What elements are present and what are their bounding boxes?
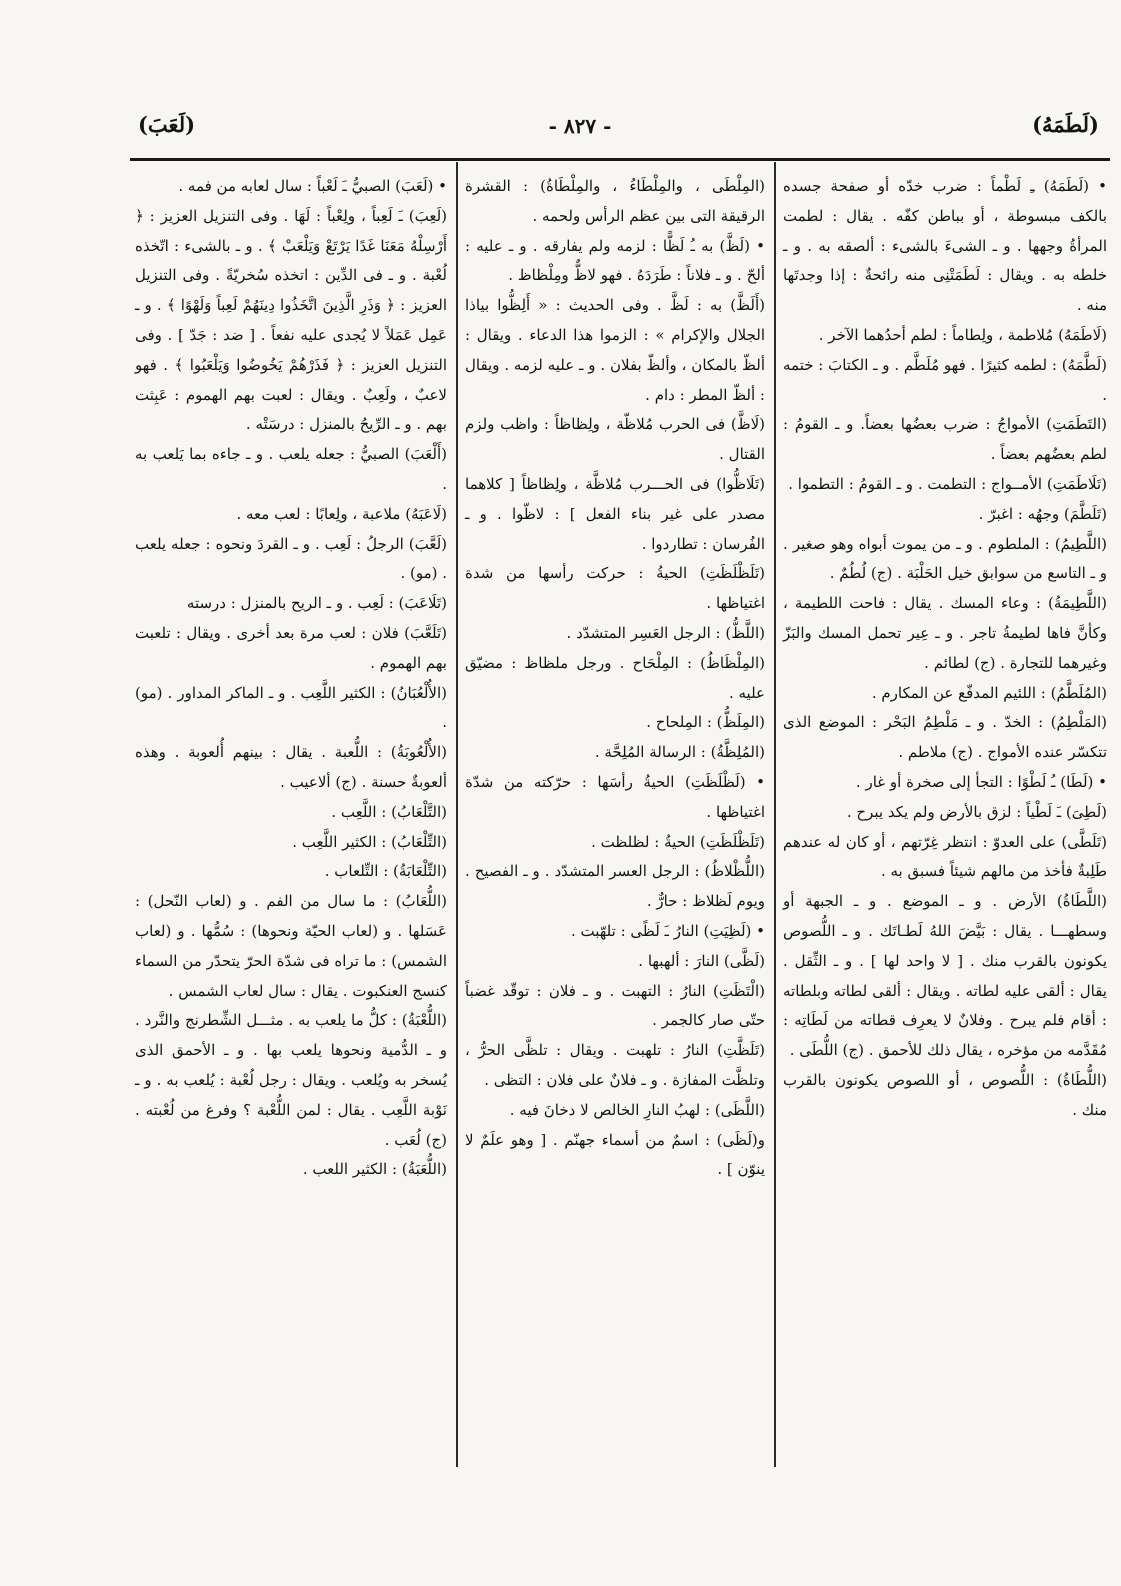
dictionary-entry: • (لَظَّ) به ـُ لَظًّا : لزمه ولم يفارقه . و ـ عليه : ألحّ . و ـ فلاناً : طَرَدَهُ . فهو لاظٌّ ومِلْظاظ . <box>465 236 765 285</box>
dictionary-entry: (المُلَطَّمُ) : اللئيم المدفّع عن المكارم . <box>871 683 1107 702</box>
dictionary-entry: • (لَطَمَهُ) ـِ لَطْماً : ضرب خدّه أو صفحة جسده بالكف مبسوطة ، أو بباطن كفّه . يقال : لطمت المرأةُ وجهها . و ـ الشىءَ بالشىء : ألصقه به . و ـ خلطه به . ويقال : لَطَمَتْنِى منه رائحةٌ : إذا وجدتَها منه . <box>783 177 1107 315</box>
page-header <box>0 112 1121 152</box>
dictionary-entry: (تَلَطَّمَ) وجهُه : اغبرّ . <box>978 504 1107 523</box>
dictionary-entry: (اللَّظُّ) : الرجل العَسِر المتشدّد . <box>566 623 765 642</box>
dictionary-entry: (لَعِبَ) ـَ لَعِباً ، ولِعْباً : لَهَا . وفى التنزيل العزيز : ﴿ أَرْسِلْهُ مَعَنَا غَدًا يَرْتَعْ وَيَلْعَبْ ﴾ . و ـ بالشىء : اتّخذه لُعْبة . و ـ فى الدِّين : اتخذه سُخريّةً . وفى التنزيل العزيز : ﴿ وَذَرِ الَّذِينَ اتَّخَذُوا دِينَهُمْ لَعِباً وَلَهْوًا ﴾ . و ـ عَمِل عَمَلاً لا يُجدى عليه نفعاً . [ ضد : جَدّ ] . وفى التنزيل العزيز : ﴿ فَذَرْهُمْ يَخُوضُوا وَيَلْعَبُوا ﴾ . فهو لاعبٌ ، ولَعِبٌ . ويقال : لعبت بهم الهموم : عَبِثت بهم . و ـ الرِّيحُ بالمنزل : درسَتْه . <box>135 206 447 434</box>
dictionary-entry: (اللُّعَبَةُ) : الكثير اللعب . <box>302 1160 447 1179</box>
dictionary-entry: (اللُّظْلاظُ) : الرجل العسر المتشدّد . و ـ الفصيح . ويوم لَظلاظ : حارٌّ . <box>465 862 765 911</box>
dictionary-entry: (الأُلْعُبَانُ) : الكثير اللَّعِب . و ـ الماكر المداور . (مو) . <box>135 683 447 732</box>
dictionary-entry: (لَطَّمَهُ) : لطمه كثيرًا . فهو مُلَطَّم . و ـ الكتابَ : ختمه . <box>783 355 1107 404</box>
dictionary-entry: (اللَّظَى) : لهبُ النارِ الخالص لا دخانَ فيه . <box>509 1100 765 1119</box>
dictionary-entry: (الأُلْعُوبَةُ) : اللُّعبة . يقال : بينهم أُلعوبة . وهذه ألعوبةٌ حسنة . (ج) ألاعيب . <box>135 743 447 791</box>
dictionary-entry: (اللَّطِيمُ) : الملطوم . و ـ من يموت أبواه وهو صغير . و ـ التاسع من سوابق خيل الحَلْبَة . (ج) لُطُمٌ . <box>783 534 1107 583</box>
dictionary-entry: (اللَّطِيمَةُ) : وعاء المسك . يقال : فاحت اللطيمة ، وكأنَّ فاها لطيمةُ تاجر . و ـ عِير تحمل المسك والبَزّ وغيرهما للتجارة . (ج) لطائم . <box>783 594 1107 672</box>
dictionary-entry: (اللُّعَابُ) : ما سال من الفم . و (لعاب النّحل) : عَسَلها . و (لعاب الحيّة ونحوها) : سُمُّها . و (لعاب الشمس) : ما تراه فى شدّة الحرّ يتحدّر من السماء كنسج العنكبوت . يقال : سال لعاب الشمس . <box>135 892 447 1000</box>
dictionary-entry: (أَلْعَبَ) الصبيُّ : جعله يلعب . و ـ جاءه بما يَلعب به . <box>135 445 447 493</box>
dictionary-entry: • (لَعَبَ) الصبيُّ ـَ لَعْباً : سال لعابه من فمه . <box>178 177 447 195</box>
dictionary-entry: • (لَظِيَتِ) النارُ ـَ لَظًى : تلهّبت . <box>570 921 765 940</box>
dictionary-entry: (أَلَظَّ) به : لَظَّ . وفى الحديث : « أَلِظُّوا بياذا الجلال والإكرام » : الزموا هذا الدعاء . ويقال : ألظّ بالمكان ، وألظّ بفلان . و ـ عليه لزمه . ويقال : ألظّ المطر : دام . <box>465 296 765 404</box>
dictionary-entry: (لَاعَبَهُ) ملاعبة ، ولِعابًا : لعب معه . <box>236 504 447 523</box>
dictionary-entry: (التِّلْعَابُ) : الكثير اللَّعِب . <box>292 832 447 851</box>
column-right <box>783 172 1107 1126</box>
dictionary-entry: (المِلْظَاظُ) : المِلْحَاح . ورجل ملظاظ : مضيّق عليه . <box>465 653 765 702</box>
dictionary-entry: و(لَظَى) : اسمٌ من أسماء جهنّم . [ وهو علَمٌ لا ينوّن ] . <box>465 1130 765 1179</box>
dictionary-entry: (التَطَمَتِ) الأمواجُ : ضرب بعضُها بعضاً. و ـ القومُ : لطم بعضُهم بعضاً . <box>783 415 1107 464</box>
dictionary-entry: (المَلْطِمُ) : الخدّ . و ـ مَلْطِمُ البَحْر : الموضع الذى تتكسّر عنده الأمواج . (ج) ملاطم . <box>783 713 1107 762</box>
dictionary-entry: (اللَّطَاةُ) الأرض . و ـ الموضع . و ـ الجبهة أو وسطهـــا . يقال : بَيَّضَ اللهُ لَطـاتَك . و ـ اللُّصوص يكونون بالقرب منك . [ لا واحد لها ] . و ـ الثِّقل . يقال : ألقى عليه لطاته . ويقال : ألقى لطاته وبلطاته : أقام فلم يبرح . وفلانٌ لا يعرِف قطاته من لَطَاتِه : مُقَدَّمه من مؤخره ، يقال ذلك للأحمق . (ج) اللُّطَى . <box>783 892 1107 1060</box>
column-middle <box>465 172 765 1185</box>
dictionary-entry: (المِلَظُّ) : المِلحاح . <box>646 713 765 732</box>
dictionary-entry: (لَاطَمَهُ) مُلاطمة ، ولِطاماً : لطم أحدُهما الآخر . <box>818 325 1107 344</box>
dictionary-entry: (التِّلْعَابَةُ) : التِّلعاب . <box>324 862 447 881</box>
dictionary-entry: (تَلَاظُّوا) فى الحـــرب مُلاظَّة ، ولِظاظاً [ كلاهما مصدر على غير بناء الفعل ] : لاظّوا . و ـ الفُرسان : تطاردوا . <box>465 474 765 553</box>
dictionary-entry: (لَظَّى) النارَ : ألهبها . <box>638 951 765 970</box>
dictionary-entry: (اللُّطَاةُ) : اللُّصوص ، أو اللصوص يكونون بالقرب منك . <box>783 1070 1107 1119</box>
dictionary-entry: (تَلَطَّى) على العدوّ : انتظر غِرّتهم ، أو كان له عندهم طَلِبةٌ فأخذ من مالهم شيئاً فسبق به . <box>783 832 1107 881</box>
dictionary-entry: (الْتَظَتِ) النارُ : التهبت . و ـ فلان : توقّد غضباً حتّى صار كالجمر . <box>465 981 765 1030</box>
dictionary-entry: (تَلَعَّبَ) فلان : لعب مرة بعد أخرى . ويقال : تلعبت بهم الهموم . <box>135 623 447 672</box>
dictionary-entry: (اللُّعْبَةُ) : كلُّ ما يلعب به . مثـــل الشِّطرنج والنَّرد . و ـ الدُّمية ونحوها يلعب بها . و ـ الأحمق الذى يُسخر به ويُلعب . ويقال : رجل لُعْبة : يُلعب به . و ـ نَوْبة اللَّعِب . يقال : لمن اللُّعْبة ؟ وفرغ من لُعْبته . (ج) لُعَب . <box>135 1011 447 1149</box>
column-left <box>135 172 447 1185</box>
dictionary-entry: (تَلَاطَمَتِ) الأمــواج : التطمت . و ـ القومُ : التطموا . <box>788 474 1107 493</box>
guide-word-left: (لَعَبَ) <box>138 112 196 137</box>
dictionary-entry: (لَطِىَ) ـَ لَطْياً : لزق بالأرض ولم يكد يبرح . <box>846 802 1107 821</box>
dictionary-entry: (تَلَظْلَظَتِ) الحيةُ : لظلظت . <box>591 832 765 851</box>
dictionary-entry: (تَلَاعَبَ) : لَعِب . و ـ الريح بالمنزل : درسته <box>186 594 447 613</box>
dictionary-entry: (تَلَظَّتِ) النارُ : تلهبت . ويقال : تلظَّى الحرُّ ، وتلظَّت المفازة . و ـ فلانٌ على فلان : التظى . <box>465 1041 765 1089</box>
column-divider-left <box>456 162 458 1467</box>
guide-word-right: (لَطَمَهُ) <box>1032 112 1099 137</box>
dictionary-entry: (المِلْطَى ، والمِلْطَاءُ ، والمِلْطَاةُ) : القشرة الرقيقة التى بين عظم الرأس ولحمه . <box>465 177 765 225</box>
page-number: - ٨٢٧ - <box>548 114 612 138</box>
dictionary-entry: (التَّلْعَابُ) : اللَّعِب . <box>331 802 447 821</box>
dictionary-entry: • (لَظْلَظَتِ) الحيةُ رأسَها : حرّكته من شدّة اغتياظها . <box>465 772 765 821</box>
header-rule <box>130 158 1110 161</box>
column-divider-right <box>774 162 776 1467</box>
dictionary-entry: (لَاظَّ) فى الحرب مُلاظّة ، ولِظاظاً : واظب ولزم القتال . <box>465 415 765 464</box>
dictionary-entry: (لَعَّبَ) الرجلُ : لَعِب . و ـ القردَ ونحوه : جعله يلعب . (مو) . <box>135 534 447 583</box>
dictionary-entry: • (لَطَا) ـُ لَطْوًا : التجأ إلى صخرة أو غار . <box>855 772 1107 791</box>
dictionary-entry: (المُلِظَّةُ) : الرسالة المُلِحَّة . <box>594 743 765 762</box>
dictionary-entry: (تَلَظْلَظَتِ) الحيةُ : حركت رأسها من شدة اغتياظها . <box>465 564 765 613</box>
